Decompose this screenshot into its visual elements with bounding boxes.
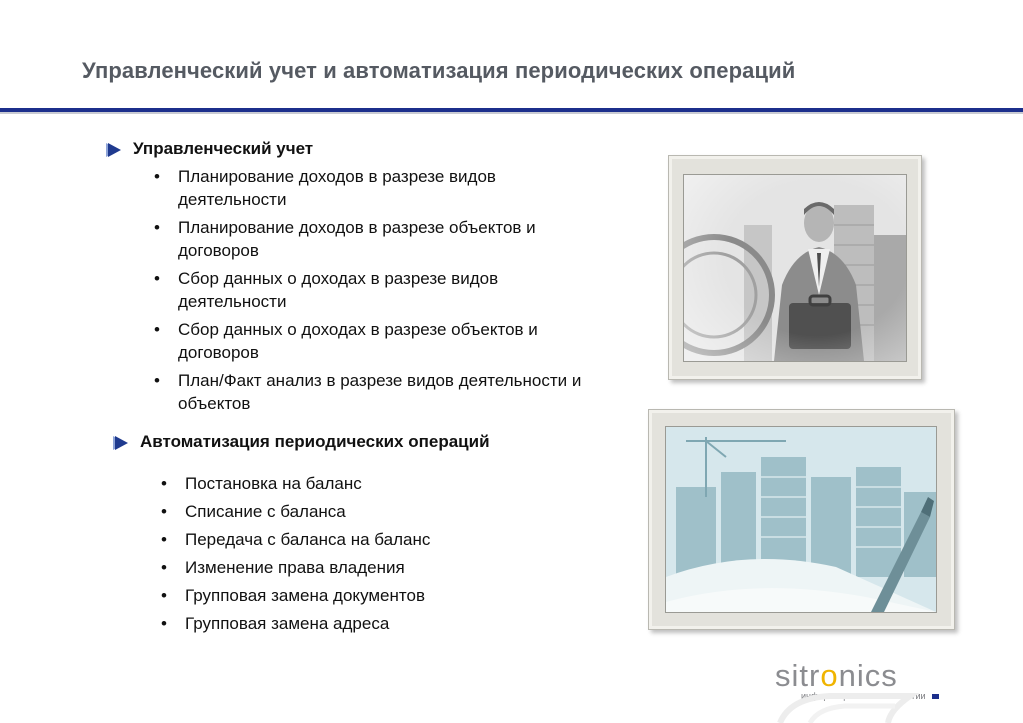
- list-item-text: Изменение права владения: [185, 558, 405, 577]
- construction-photo-frame: [648, 409, 955, 630]
- list-item: [159, 556, 559, 579]
- arrow-bullet-icon: [108, 143, 121, 157]
- arrow-bullet-icon: [115, 436, 128, 450]
- list-item: [159, 528, 559, 551]
- list-item: [159, 472, 559, 495]
- list-item: [159, 500, 559, 523]
- section-heading-automation: [115, 432, 490, 452]
- bullet-dot: •: [161, 586, 167, 605]
- businessman-photo: [683, 174, 907, 362]
- logo-word-start: sitr: [775, 658, 821, 693]
- bullet-dot: •: [154, 218, 160, 237]
- bullet-dot: •: [154, 167, 160, 186]
- list-item: [152, 165, 602, 211]
- bullet-dot: •: [161, 614, 167, 633]
- bullet-dot: •: [154, 320, 160, 339]
- list-item-text: Сбор данных о доходах в разрезе объектов и договоров: [178, 320, 538, 362]
- logo-swoosh-graphic: [770, 690, 920, 723]
- management-accounting-list: [152, 165, 602, 420]
- logo-tagline-text: информационные технологии: [801, 691, 926, 701]
- list-item-text: Сбор данных о доходах в разрезе видов деятельности: [178, 269, 499, 311]
- construction-photo: [665, 426, 937, 613]
- bullet-dot: •: [154, 371, 160, 390]
- bullet-dot: •: [161, 474, 167, 493]
- bullet-dot: •: [154, 269, 160, 288]
- title-divider-grey: [0, 112, 1023, 114]
- bullet-dot: •: [161, 502, 167, 521]
- list-item-text: Постановка на баланс: [185, 474, 362, 493]
- bullet-dot: •: [161, 530, 167, 549]
- logo-wordmark: [775, 660, 939, 691]
- logo-word-highlight: o: [820, 658, 839, 693]
- section-heading-text: Управленческий учет: [133, 139, 314, 158]
- bullet-dot: •: [161, 558, 167, 577]
- list-item-text: Планирование доходов в разрезе видов деятельности: [178, 167, 496, 209]
- list-item-text: Групповая замена документов: [185, 586, 425, 605]
- automation-operations-list: [159, 472, 559, 640]
- list-item-text: Списание с баланса: [185, 502, 346, 521]
- list-item: [159, 584, 559, 607]
- slide-title: Управленческий учет и автоматизация периодических операций: [82, 58, 796, 83]
- businessman-photo-frame: [668, 155, 922, 380]
- list-item-text: План/Факт анализ в разрезе видов деятельности и объектов: [178, 371, 582, 413]
- logo-square-mark: [932, 694, 939, 699]
- list-item: [152, 318, 602, 364]
- construction-illustration: [666, 427, 936, 612]
- section-heading-management-accounting: [108, 139, 313, 159]
- list-item-text: Планирование доходов в разрезе объектов и договоров: [178, 218, 536, 260]
- list-item: [159, 612, 559, 635]
- list-item: [152, 216, 602, 262]
- businessman-illustration: [684, 175, 906, 361]
- list-item-text: Передача с баланса на баланс: [185, 530, 431, 549]
- section-heading-text: Автоматизация периодических операций: [140, 432, 490, 451]
- list-item: [152, 369, 602, 415]
- list-item: [152, 267, 602, 313]
- list-item-text: Групповая замена адреса: [185, 614, 390, 633]
- logo-word-end: nics: [838, 658, 898, 693]
